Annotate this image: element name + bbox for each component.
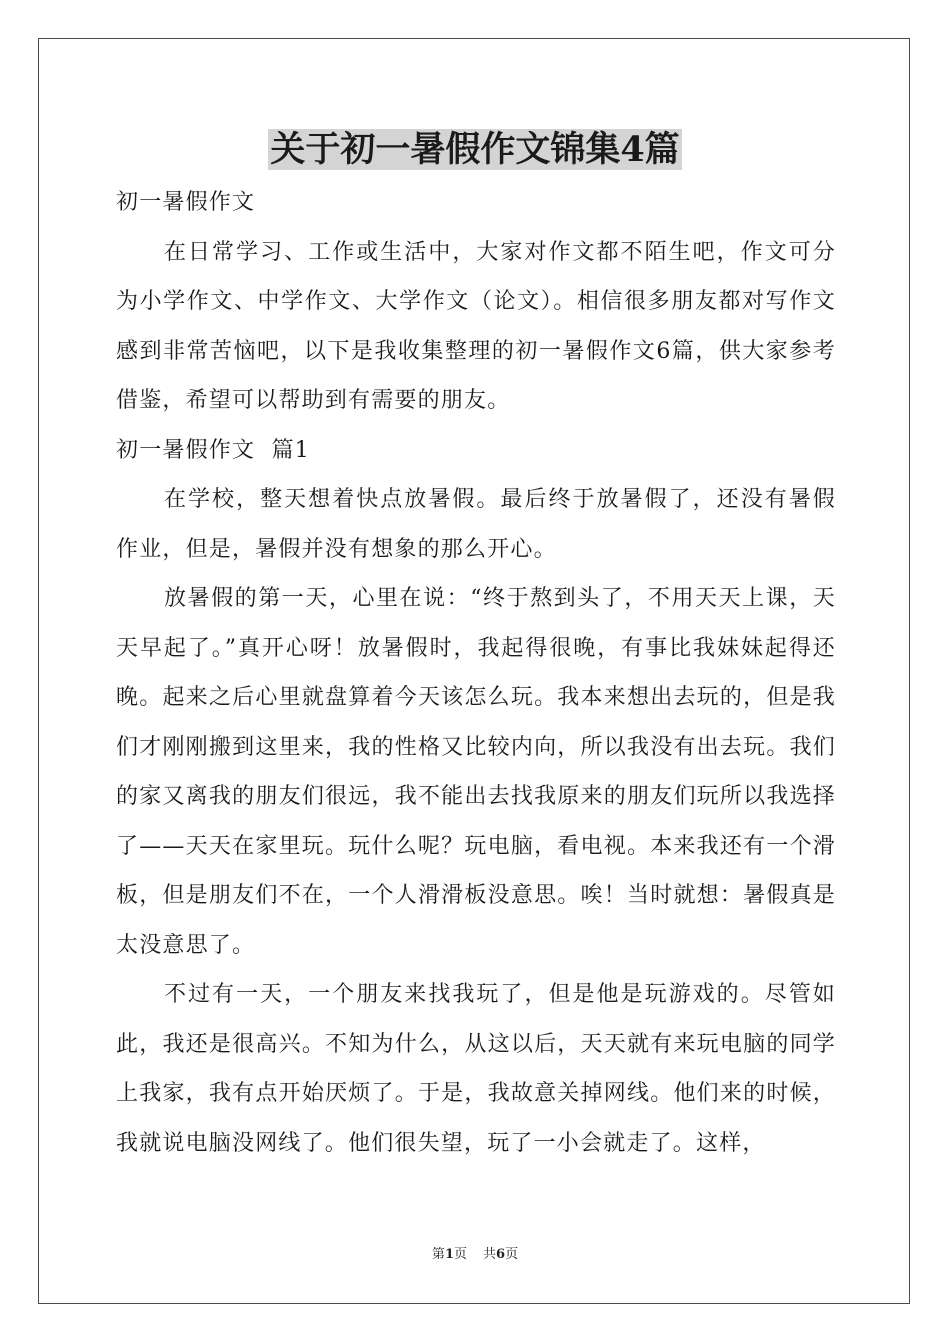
page-total: 6 [496, 1247, 506, 1262]
total-prefix: 共 [483, 1247, 497, 1262]
section-heading: 初一暑假作文 篇1 [116, 437, 310, 463]
document-body [116, 178, 836, 1168]
document-title-text: 关于初一暑假作文锦集4篇 [270, 129, 680, 170]
body-paragraph-3: 不过有一天，一个朋友来找我玩了，但是他是玩游戏的。尽管如此，我还是很高兴。不知为什么，从这以后，天天就有来玩电脑的同学上我家，我有点开始厌烦了。于是，我故意关掉网线。他们来的时候，我就说电脑没网线了。他们很失望，玩了一小会就走了。这样， [116, 982, 836, 1156]
document-title [0, 128, 950, 172]
page-prefix: 第 [431, 1247, 445, 1262]
body-paragraph-2: 放暑假的第一天，心里在说：“终于熬到头了，不用天天上课，天天早起了。”真开心呀！放暑假时，我起得很晚，有事比我妹妹起得还晚。起来之后心里就盘算着今天该怎么玩。我本来想出去玩的，但是我们才刚刚搬到这里来，我的性格又比较内向，所以我没有出去玩。我们的家又离我的朋友们很远，我不能出去找我原来的朋友们玩所以我选择了——天天在家里玩。玩什么呢？玩电脑，看电视。本来我还有一个滑板，但是朋友们不在，一个人滑滑板没意思。唉！当时就想：暑假真是太没意思了。 [116, 586, 836, 958]
body-paragraph-1: 在学校，整天想着快点放暑假。最后终于放暑假了，还没有暑假作业，但是，暑假并没有想象的那么开心。 [116, 487, 836, 562]
subtitle: 初一暑假作文 [116, 190, 256, 215]
intro-paragraph: 在日常学习、工作或生活中，大家对作文都不陌生吧，作文可分为小学作文、中学作文、大学作文（论文）。相信很多朋友都对写作文感到非常苦恼吧，以下是我收集整理的初一暑假作文6篇，供大家参考借鉴，希望可以帮助到有需要的朋友。 [116, 239, 836, 413]
page-label: 页 [453, 1247, 467, 1262]
page-number: 1 [444, 1247, 454, 1262]
page-footer [0, 1246, 950, 1264]
total-label: 页 [505, 1247, 519, 1262]
